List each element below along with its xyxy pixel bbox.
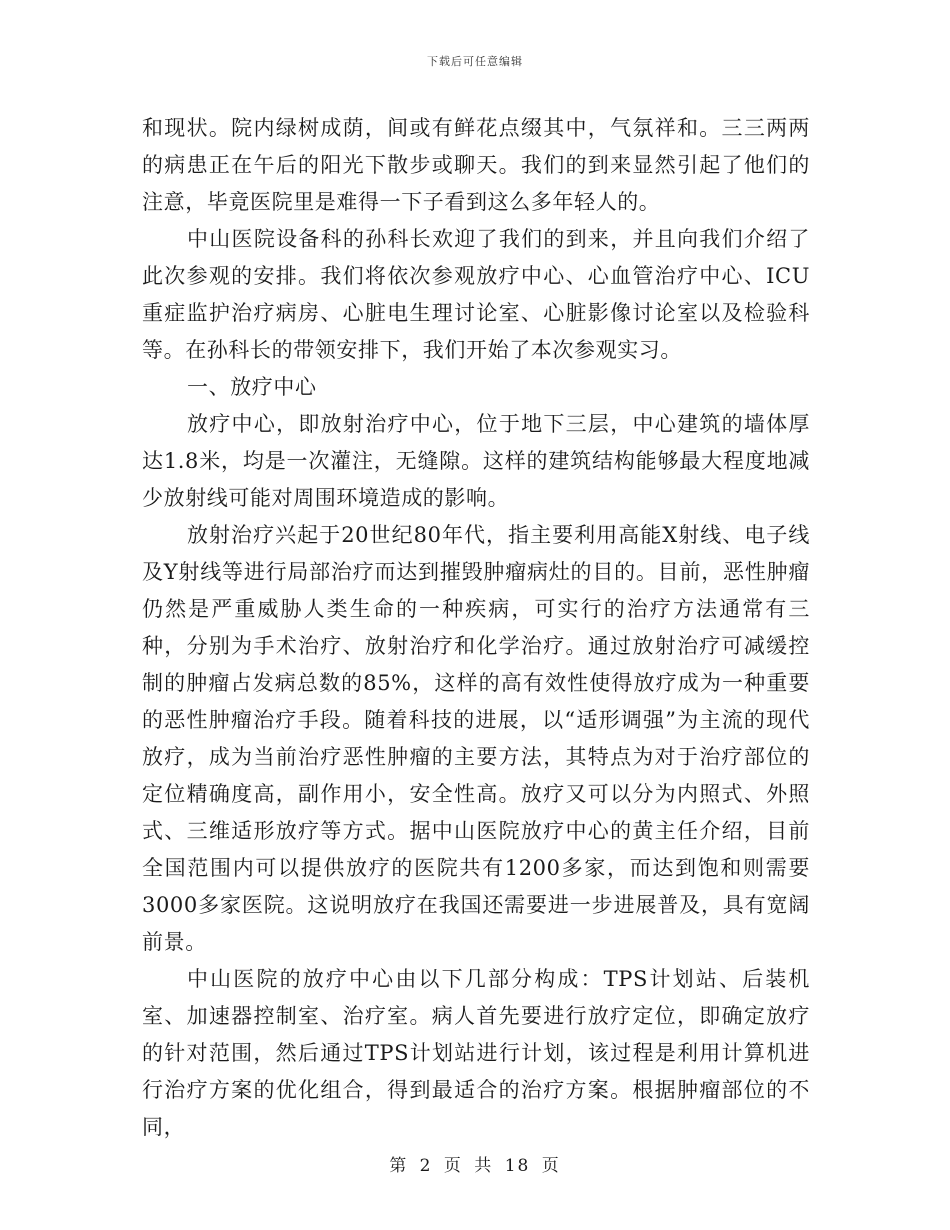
document-body [142,110,810,1146]
paragraph-radiotherapy-components: 中山医院的放疗中心由以下几部分构成：TPS计划站、后装机室、加速器控制室、治疗室。病人首先要进行放疗定位，即确定放疗的针对范围，然后通过TPS计划站进行计划，该过程是利用计算机进行治疗方案的优化组合，得到最适合的治疗方案。根据肿瘤部位的不同， [142,967,810,1139]
paragraph-radiotherapy-overview: 放射治疗兴起于20世纪80年代，指主要利用高能X射线、电子线及Y射线等进行局部治疗而达到摧毁肿瘤病灶的目的。目前，恶性肿瘤仍然是严重威胁人类生命的一种疾病，可实行的治疗方法通常有三种，分别为手术治疗、放射治疗和化学治疗。通过放射治疗可减缓控制的肿瘤占发病总数的85%，这样的高有效性使得放疗成为一种重要的恶性肿瘤治疗手段。随着科技的进展，以“适形调强”为主流的现代放疗，成为当前治疗恶性肿瘤的主要方法，其特点为对于治疗部位的定位精确度高，副作用小，安全性高。放疗又可以分为内照式、外照式、三维适形放疗等方式。据中山医院放疗中心的黄主任介绍，目前全国范围内可以提供放疗的医院共有1200多家，而达到饱和则需要3000多家医院。这说明放疗在我国还需要进一步进展普及，具有宽阔前景。 [142,523,810,954]
page-header: 下载后可任意编辑 [427,55,523,68]
paragraph-visit-schedule: 中山医院设备科的孙科长欢迎了我们的到来，并且向我们介绍了此次参观的安排。我们将依次参观放疗中心、心血管治疗中心、ICU重症监护治疗病房、心脏电生理讨论室、心脏影像讨论室以及检验科等。在孙科长的带领安排下，我们开始了本次参观实习。 [142,227,810,362]
page-footer: 第 2 页 共 18 页 [389,1156,561,1176]
section-heading-radiotherapy: 一、放疗中心 [187,375,317,399]
paragraph-hospital-environment: 和现状。院内绿树成荫，间或有鲜花点缀其中，气氛祥和。三三两两的病患正在午后的阳光下散步或聊天。我们的到来显然引起了他们的注意，毕竟医院里是难得一下子看到这么多年轻人的。 [142,116,810,214]
paragraph-radiotherapy-building: 放疗中心，即放射治疗中心，位于地下三层，中心建筑的墙体厚达1.8米，均是一次灌注，无缝隙。这样的建筑结构能够最大程度地减少放射线可能对周围环境造成的影响。 [142,412,810,510]
